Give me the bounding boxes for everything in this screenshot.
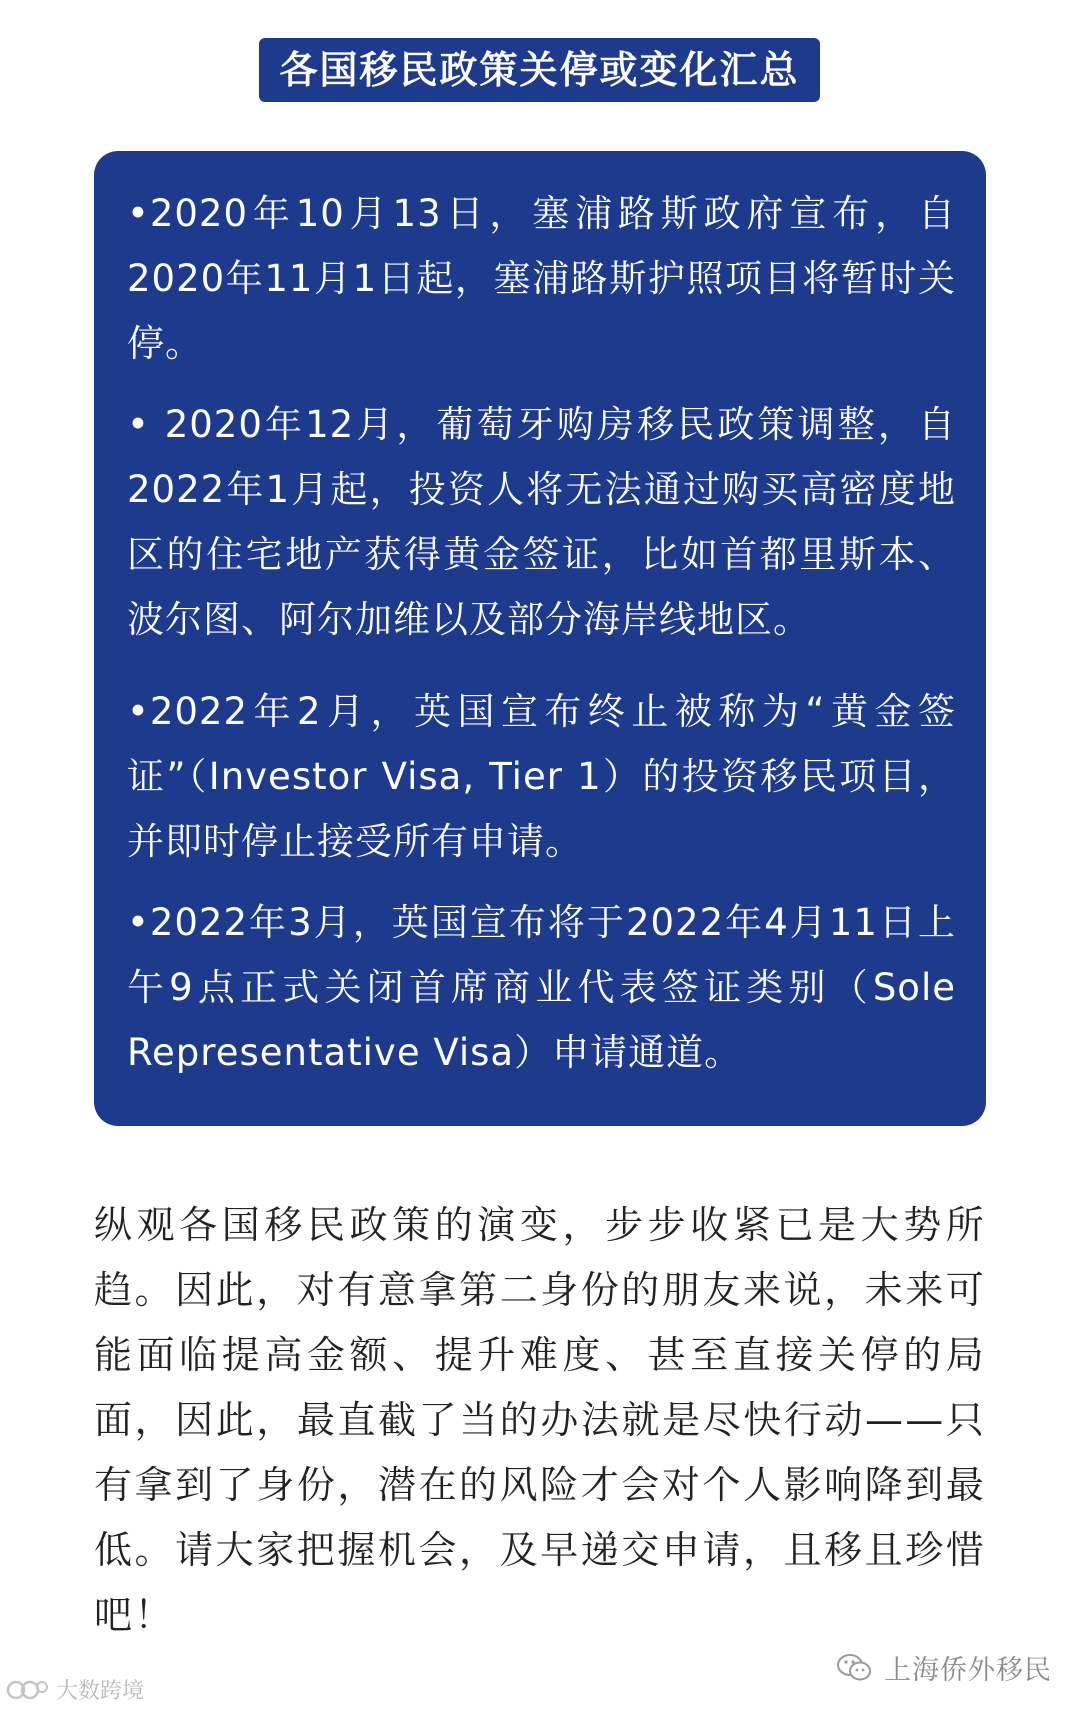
policy-item-cyprus: •2020年10月13日，塞浦路斯政府宣布，自2020年11月1日起，塞浦路斯护照项目将暂时关停。 — [127, 192, 956, 365]
source-watermark — [6, 1674, 144, 1705]
policy-item-uk-sole-representative: •2022年3月，英国宣布将于2022年4月11日上午9点正式关闭首席商业代表签证类别（Sole Representative Visa）申请通道。 — [127, 901, 956, 1074]
wechat-icon — [836, 1652, 874, 1684]
policy-item-portugal: • 2020年12月，葡萄牙购房移民政策调整，自2022年1月起，投资人将无法通过购买高密度地区的住宅地产获得黄金签证，比如首都里斯本、波尔图、阿尔加维以及部分海岸线地区。 — [127, 403, 956, 641]
summary-paragraph: 纵观各国移民政策的演变，步步收紧已是大势所趋。因此，对有意拿第二身份的朋友来说，未来可能面临提高金额、提升难度、甚至直接关停的局面，因此，最直截了当的办法就是尽快行动——只有拿到了身份，潜在的风险才会对个人影响降到最低。请大家把握机会，及早递交申请，且移且珍惜吧！ — [94, 1203, 986, 1637]
policy-item-uk-investor-visa: •2022年2月，英国宣布终止被称为“黄金签证”（Investor Visa, Tier 1）的投资移民项目，并即时停止接受所有申请。 — [127, 690, 956, 863]
policy-summary-panel — [94, 151, 986, 1126]
ring-logo-icon — [6, 1678, 50, 1702]
wechat-account — [836, 1648, 1052, 1687]
account-name: 上海侨外移民 — [884, 1655, 1052, 1686]
page-title: 各国移民政策关停或变化汇总 — [259, 38, 820, 102]
watermark-text: 大数跨境 — [56, 1679, 145, 1704]
